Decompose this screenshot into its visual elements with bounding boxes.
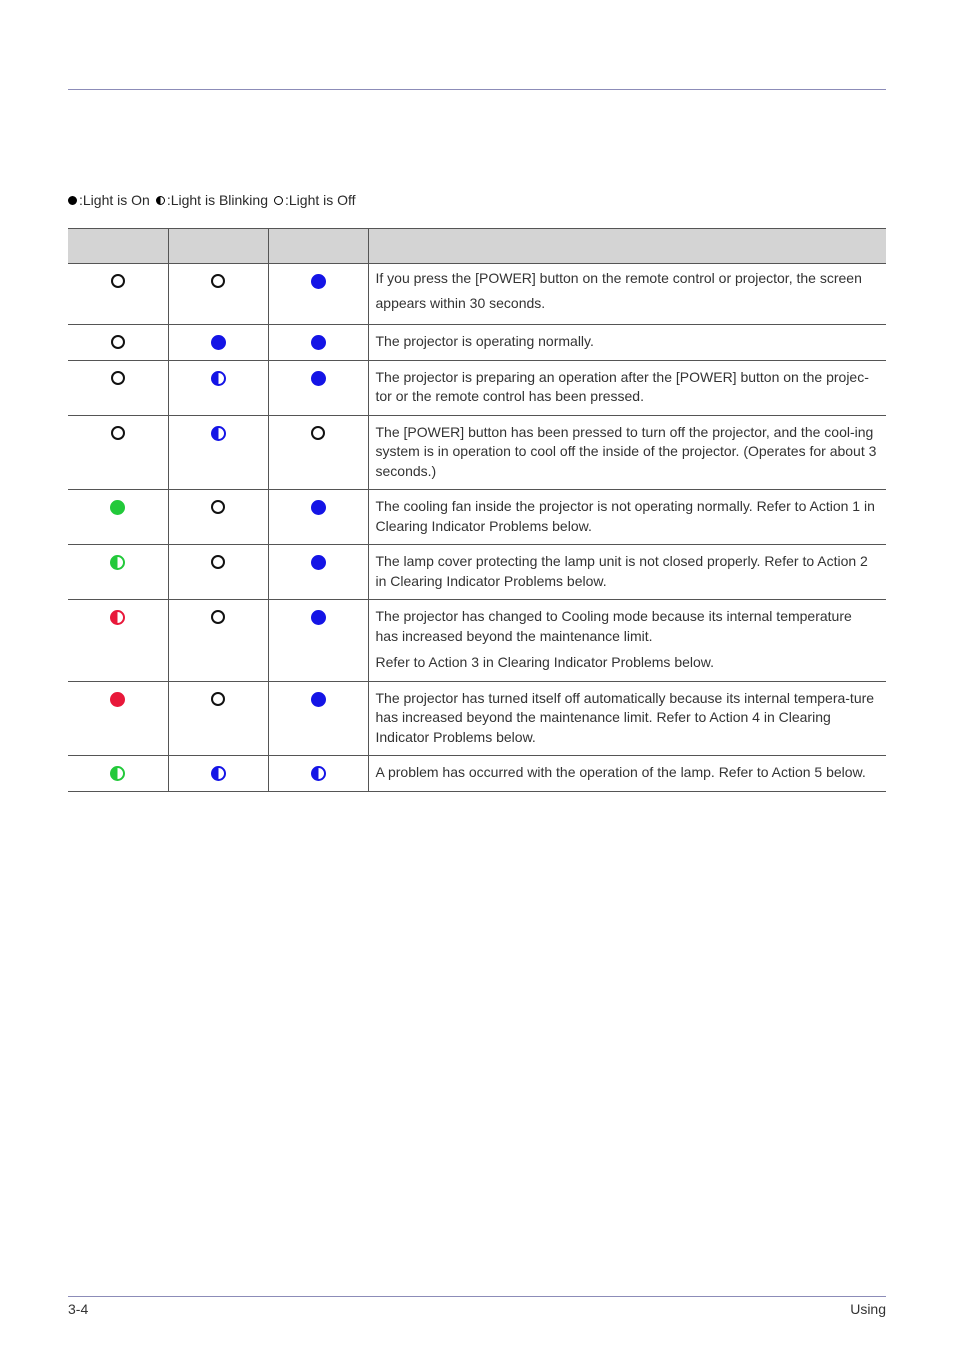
description-text: Refer to Action 3 in Clearing Indicator Problems below. — [375, 654, 715, 670]
light-off-icon — [211, 555, 225, 569]
led-cell — [168, 756, 268, 792]
header-cell — [68, 229, 168, 264]
description-text: A problem has occurred with the operation of the lamp. Refer to Action 5 below. — [375, 764, 866, 780]
led-cell — [168, 545, 268, 600]
led-cell — [168, 415, 268, 490]
legend-blinking — [156, 192, 268, 208]
description-cell — [368, 756, 886, 792]
light-on-icon — [110, 692, 125, 707]
description-cell — [368, 360, 886, 415]
legend-off-label: :Light is Off — [285, 192, 356, 208]
description-cell — [368, 545, 886, 600]
light-on-icon — [311, 692, 326, 707]
light-off-icon — [111, 426, 125, 440]
table-row — [68, 325, 886, 361]
led-cell — [168, 264, 268, 325]
description-text: If you press the [POWER] button on the remote control or projector, the screen appears within 30 seconds. — [375, 270, 862, 311]
light-on-icon — [311, 371, 326, 386]
description-cell — [368, 264, 886, 325]
light-off-icon — [211, 274, 225, 288]
led-cell — [268, 325, 368, 361]
light-blinking-icon — [110, 555, 125, 570]
light-off-icon — [111, 371, 125, 385]
legend-on-label: :Light is On — [79, 192, 150, 208]
legend-on — [68, 192, 150, 208]
description-text: The projector is operating normally. — [375, 333, 594, 349]
description-text: The projector is preparing an operation after the [POWER] button on the projec-tor or the remote control has been pressed. — [375, 368, 869, 404]
table-header-row — [68, 229, 886, 264]
light-on-icon — [311, 335, 326, 350]
light-blinking-icon — [110, 766, 125, 781]
light-off-icon — [211, 692, 225, 706]
header-cell — [168, 229, 268, 264]
description-cell — [368, 490, 886, 545]
light-on-icon — [311, 274, 326, 289]
description-cell — [368, 325, 886, 361]
description-text: The projector has turned itself off automatically because its internal tempera-ture has increased beyond the maintenance limit. Refer to Action 4 in Clearing Indicator Problems below. — [375, 689, 875, 745]
table-row — [68, 415, 886, 490]
description-cell — [368, 415, 886, 490]
led-cell — [268, 756, 368, 792]
led-cell — [268, 545, 368, 600]
led-cell — [268, 600, 368, 682]
legend-off — [274, 192, 356, 208]
light-blinking-icon — [211, 766, 226, 781]
led-cell — [68, 681, 168, 756]
header-cell — [268, 229, 368, 264]
description-cell — [368, 681, 886, 756]
table-row — [68, 600, 886, 682]
description-text: The lamp cover protecting the lamp unit is not closed properly. Refer to Action 2 in Clearing Indicator Problems below. — [375, 553, 868, 589]
light-blinking-icon — [156, 196, 165, 205]
table-row — [68, 545, 886, 600]
light-blinking-icon — [211, 371, 226, 386]
led-cell — [268, 360, 368, 415]
led-cell — [68, 264, 168, 325]
light-off-icon — [111, 335, 125, 349]
led-cell — [68, 415, 168, 490]
footer-rule — [68, 1296, 886, 1297]
light-blinking-icon — [311, 766, 326, 781]
light-on-icon — [311, 500, 326, 515]
light-on-icon — [68, 196, 77, 205]
led-cell — [168, 600, 268, 682]
description-text: The projector has changed to Cooling mode because its internal temperature has increased beyond the maintenance limit. — [375, 608, 852, 644]
light-off-icon — [111, 274, 125, 288]
led-cell — [268, 490, 368, 545]
header-cell — [368, 229, 886, 264]
table-row — [68, 490, 886, 545]
light-off-icon — [211, 500, 225, 514]
table-row — [68, 264, 886, 325]
light-off-icon — [274, 196, 283, 205]
page-number: 3-4 — [68, 1301, 89, 1317]
led-cell — [68, 600, 168, 682]
led-cell — [68, 325, 168, 361]
light-on-icon — [311, 555, 326, 570]
led-cell — [168, 325, 268, 361]
led-cell — [68, 360, 168, 415]
led-cell — [268, 681, 368, 756]
light-blinking-icon — [211, 426, 226, 441]
led-cell — [68, 545, 168, 600]
light-on-icon — [110, 500, 125, 515]
led-cell — [168, 681, 268, 756]
led-cell — [268, 415, 368, 490]
header-rule — [68, 89, 886, 90]
section-name: Using — [850, 1301, 886, 1317]
description-text: The [POWER] button has been pressed to turn off the projector, and the cool-ing system is in operation to cool off the inside of the projector. (Operates for about 3 seconds.) — [375, 423, 877, 479]
table-row — [68, 756, 886, 792]
legend-blinking-label: :Light is Blinking — [166, 192, 268, 208]
table-row — [68, 360, 886, 415]
light-on-icon — [311, 610, 326, 625]
indicator-legend — [68, 192, 362, 208]
light-on-icon — [211, 335, 226, 350]
led-cell — [168, 360, 268, 415]
led-cell — [68, 756, 168, 792]
led-cell — [68, 490, 168, 545]
indicator-table — [68, 228, 886, 792]
description-text: The cooling fan inside the projector is not operating normally. Refer to Action 1 in Clearing Indicator Problems below. — [375, 498, 875, 534]
led-cell — [268, 264, 368, 325]
light-blinking-icon — [110, 610, 125, 625]
description-cell — [368, 600, 886, 682]
led-cell — [168, 490, 268, 545]
light-off-icon — [211, 610, 225, 624]
table-row — [68, 681, 886, 756]
light-off-icon — [311, 426, 325, 440]
